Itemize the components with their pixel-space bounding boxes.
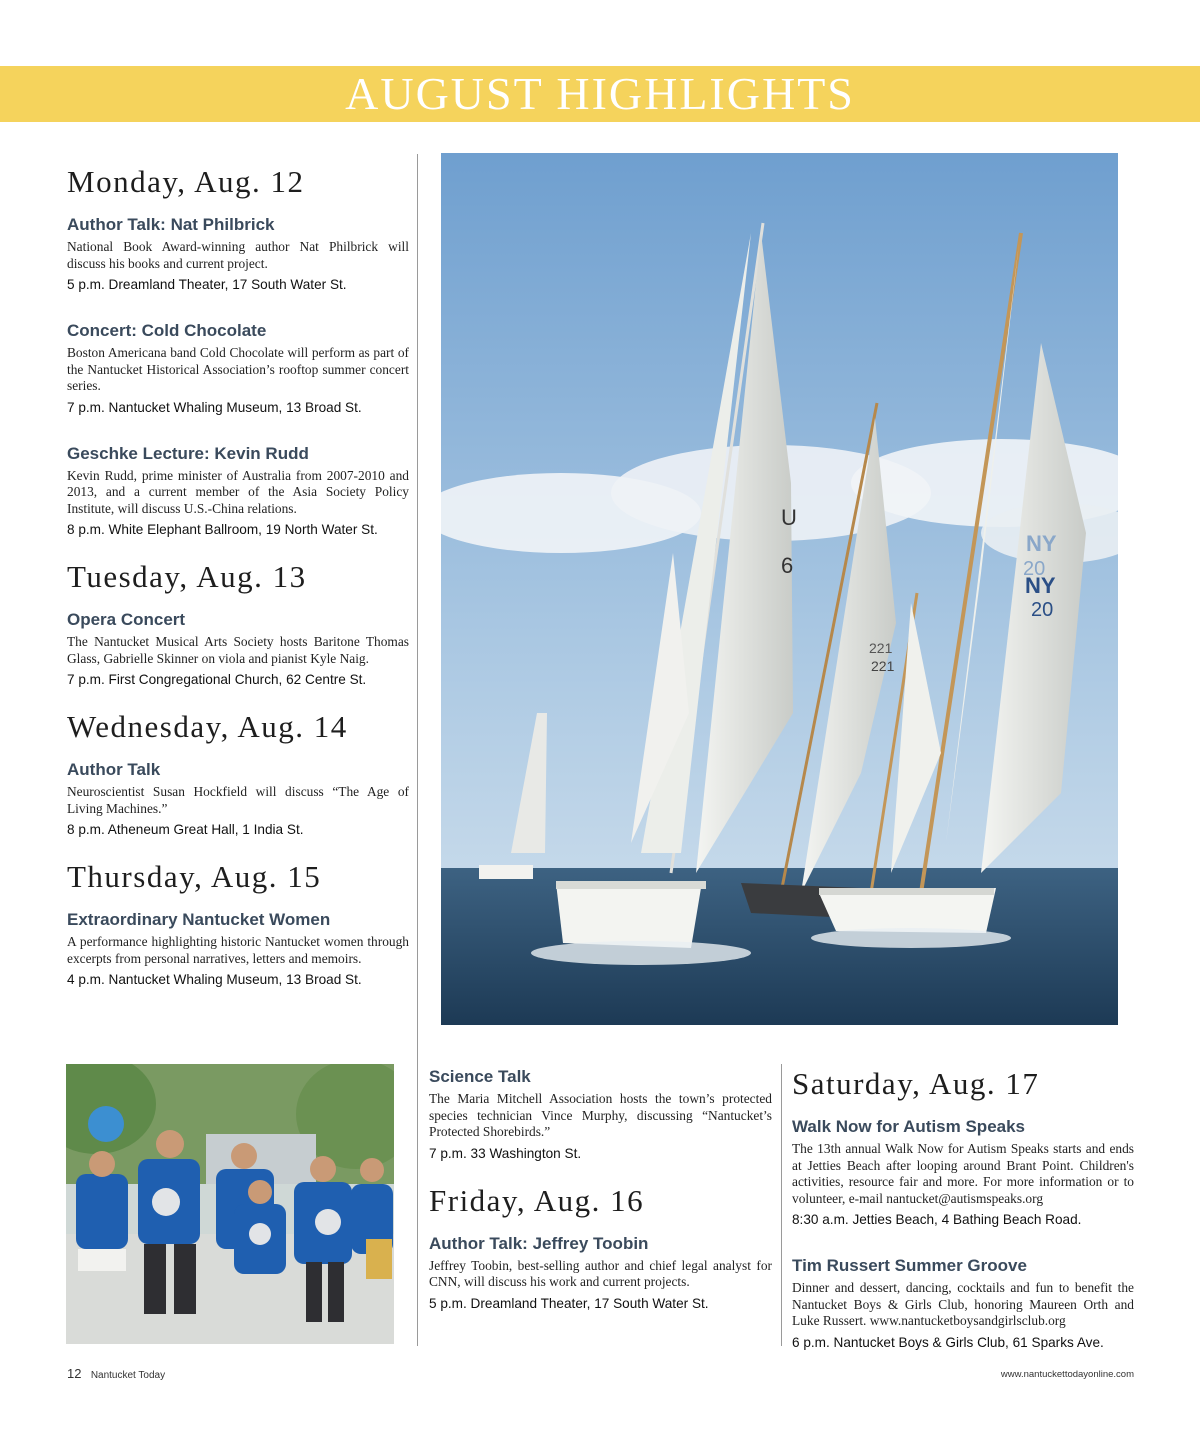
event-item — [429, 1066, 772, 1163]
event-title: Author Talk: Jeffrey Toobin — [429, 1233, 649, 1253]
event-title: Author Talk: Nat Philbrick — [67, 215, 275, 234]
event-title: Concert: Cold Chocolate — [67, 321, 267, 340]
event-title: Geschke Lecture: Kevin Rudd — [67, 443, 309, 463]
event-location: 7 p.m. First Congregational Church, 62 Centre St. — [67, 672, 367, 687]
event-title: Walk Now for Autism Speaks — [792, 1117, 1026, 1136]
left-column — [67, 160, 409, 1015]
day-heading: Tuesday, Aug. 13 — [67, 559, 307, 594]
event-description: Jeffrey Toobin, best-selling author and chief legal analyst for CNN, will discuss his work and current projects. — [429, 1257, 772, 1289]
event-title: Opera Concert — [67, 610, 186, 629]
event-description: Neuroscientist Susan Hockfield will discuss “The Age of Living Machines.” — [67, 784, 409, 816]
event-item — [67, 214, 409, 294]
page-banner — [0, 66, 1200, 122]
banner-title: AUGUST HIGHLIGHTS — [345, 68, 855, 119]
sail-number: 221 — [871, 658, 895, 674]
column-divider — [781, 1064, 782, 1346]
sail-number: U — [781, 505, 797, 530]
event-title: Author Talk — [67, 760, 161, 779]
event-description: The Nantucket Musical Arts Society hosts Baritone Thomas Glass, Gabrielle Skinner on viola and pianist Kyle Naig. — [67, 634, 409, 666]
sail-number: NY — [1026, 531, 1057, 556]
event-description: The Maria Mitchell Association hosts the town’s protected species technician Vince Murphy, discussing “Nantucket’s Protected Shorebirds.” — [429, 1091, 772, 1139]
event-location: 6 p.m. Nantucket Boys & Girls Club, 61 Sparks Ave. — [792, 1334, 1104, 1350]
page-folio — [67, 1366, 165, 1381]
middle-column — [429, 1066, 772, 1339]
sail-number: 20 — [1023, 558, 1046, 580]
autism-walk-photo — [66, 1064, 394, 1344]
event-item — [429, 1233, 772, 1313]
event-location: 8 p.m. White Elephant Ballroom, 19 North Water St. — [67, 522, 378, 537]
sailboat-race-photo — [441, 153, 1118, 1025]
day-heading: Monday, Aug. 12 — [67, 164, 305, 199]
event-description: The 13th annual Walk Now for Autism Speaks starts and ends at Jetties Beach after looping around Brant Point. Children's activities, resource fair and more. For more information or to volunteer, e-mail nantucket@autismspeaks.org — [792, 1141, 1134, 1206]
event-title: Extraordinary Nantucket Women — [67, 910, 331, 929]
right-column — [792, 1062, 1134, 1378]
event-description: Kevin Rudd, prime minister of Australia from 2007-2010 and 2013, and a current member of the Asia Society Policy Institute, will discuss U.S.-China relations. — [67, 467, 409, 516]
event-location: 8 p.m. Atheneum Great Hall, 1 India St. — [67, 822, 304, 837]
day-heading: Friday, Aug. 16 — [429, 1182, 645, 1218]
day-heading: Wednesday, Aug. 14 — [67, 709, 348, 744]
event-item — [67, 759, 409, 839]
event-location: 5 p.m. Dreamland Theater, 17 South Water St. — [429, 1295, 709, 1311]
event-title: Tim Russert Summer Groove — [792, 1256, 1027, 1275]
event-item — [67, 609, 409, 689]
day-heading: Thursday, Aug. 15 — [67, 859, 322, 894]
event-location: 4 p.m. Nantucket Whaling Museum, 13 Broad St. — [67, 972, 362, 987]
event-title: Science Talk — [429, 1067, 531, 1086]
event-description: Boston Americana band Cold Chocolate will perform as part of the Nantucket Historical Association’s rooftop summer concert series. — [67, 345, 409, 393]
sail-number: 20 — [1031, 599, 1054, 621]
event-description: National Book Award-winning author Nat Philbrick will discuss his books and current project. — [67, 239, 409, 271]
footer-url[interactable]: www.nantuckettodayonline.com — [1000, 1369, 1134, 1380]
event-item — [67, 320, 409, 417]
sail-number: NY — [1025, 573, 1056, 598]
event-location: 7 p.m. 33 Washington St. — [429, 1145, 582, 1161]
event-description: Dinner and dessert, dancing, cocktails and fun to benefit the Nantucket Boys & Girls Club, honoring Maureen Orth and Luke Russert. www.nantucketboysandgirlsclub.org — [792, 1280, 1134, 1328]
event-item — [792, 1116, 1134, 1229]
sail-number: 6 — [781, 553, 794, 578]
event-description: A performance highlighting historic Nantucket women through excerpts from personal narratives, letters and memoirs. — [67, 934, 409, 966]
publication-name: Nantucket Today — [90, 1370, 166, 1381]
page-number: 12 — [67, 1366, 82, 1381]
event-location: 8:30 a.m. Jetties Beach, 4 Bathing Beach Road. — [792, 1212, 1082, 1227]
event-item — [67, 909, 409, 989]
event-item — [67, 443, 409, 540]
column-divider — [417, 154, 418, 1346]
day-heading: Saturday, Aug. 17 — [792, 1066, 1040, 1101]
sail-number: 221 — [869, 640, 893, 656]
event-location: 7 p.m. Nantucket Whaling Museum, 13 Broad St. — [67, 399, 362, 415]
event-item — [792, 1255, 1134, 1352]
event-location: 5 p.m. Dreamland Theater, 17 South Water St. — [67, 277, 347, 292]
